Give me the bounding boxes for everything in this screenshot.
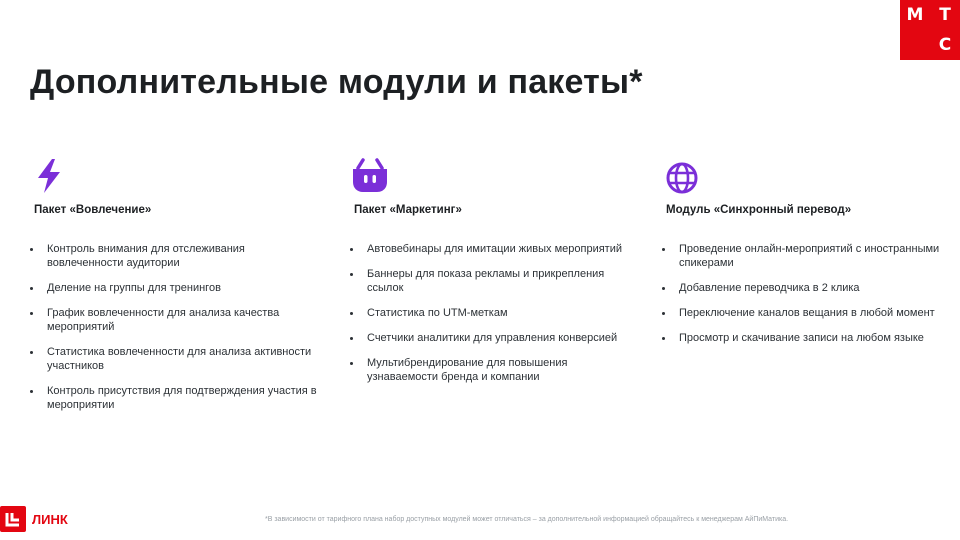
list-item-text: Проведение онлайн-мероприятий с иностранными спикерами [679, 243, 940, 269]
lightning-icon [30, 156, 70, 196]
list-item [662, 242, 952, 270]
list-item [350, 267, 640, 295]
list-item [350, 306, 640, 320]
bullet-dot [350, 337, 353, 340]
list-item-text: Автовебинары для имитации живых мероприятий [367, 243, 623, 255]
link-logo [0, 506, 68, 532]
list-item-text: Баннеры для показа рекламы и прикрепления ссылок [367, 268, 605, 294]
bullet-dot [662, 312, 665, 315]
bullet-dot [350, 248, 353, 251]
bullet-dot [30, 312, 33, 315]
list-item-text: Статистика вовлеченности для анализа активности участников [47, 346, 312, 372]
bullet-dot [350, 273, 353, 276]
list-item [30, 345, 320, 373]
bullet-dot [30, 287, 33, 290]
mts-logo-letter-s: С [938, 35, 952, 55]
list-item [350, 242, 640, 256]
list-item-text: Мультибрендирование для повышения узнаваемости бренда и компании [367, 357, 568, 383]
list-item [30, 281, 320, 295]
bullet-dot [662, 287, 665, 290]
list-item [30, 242, 320, 270]
list-item-text: Просмотр и скачивание записи на любом языке [679, 332, 924, 344]
column-marketing [350, 156, 640, 395]
mts-logo-letter-m: М [906, 5, 924, 25]
bullet-dot [350, 362, 353, 365]
list-item-text: Статистика по UTM-меткам [367, 307, 508, 319]
bullet-dot [30, 248, 33, 251]
list-item [662, 331, 952, 345]
list-item [350, 356, 640, 384]
column-engagement [30, 156, 320, 423]
column-translation [662, 156, 952, 356]
list-item-text: Контроль присутствия для подтверждения участия в мероприятии [47, 385, 317, 411]
footnote: *В зависимости от тарифного плана набор доступных модулей может отличаться – за дополнительной информацией обращайтесь к менеджерам АйПиМатика. [265, 516, 789, 523]
column-heading: Пакет «Вовлечение» [34, 204, 152, 216]
list-item-text: Контроль внимания для отслеживания вовлеченности аудитории [47, 243, 245, 269]
link-logo-text: ЛИНК [32, 511, 68, 527]
bullet-list [662, 242, 952, 345]
list-item-text: График вовлеченности для анализа качества мероприятий [47, 307, 280, 333]
list-item [662, 306, 952, 320]
bullet-list [350, 242, 640, 384]
page-title: Дополнительные модули и пакеты* [30, 63, 643, 101]
list-item-text: Деление на группы для тренингов [47, 282, 221, 294]
bullet-dot [30, 351, 33, 354]
bullet-dot [662, 248, 665, 251]
bullet-dot [30, 390, 33, 393]
list-item-text: Переключение каналов вещания в любой момент [679, 307, 935, 319]
list-item [350, 331, 640, 345]
column-heading: Пакет «Маркетинг» [354, 204, 462, 216]
mts-logo [900, 0, 960, 60]
mts-logo-letter-t: Т [939, 5, 951, 25]
list-item-text: Добавление переводчика в 2 клика [679, 282, 860, 294]
list-item [30, 306, 320, 334]
link-logo-glyph-icon [4, 510, 22, 528]
basket-icon [350, 156, 390, 196]
bullet-dot [662, 337, 665, 340]
link-logo-mark-icon [0, 506, 26, 532]
list-item [662, 281, 952, 295]
bullet-list [30, 242, 320, 412]
bullet-dot [350, 312, 353, 315]
list-item [30, 384, 320, 412]
globe-icon [662, 156, 702, 196]
column-heading: Модуль «Синхронный перевод» [666, 204, 852, 216]
list-item-text: Счетчики аналитики для управления конверсией [367, 332, 618, 344]
